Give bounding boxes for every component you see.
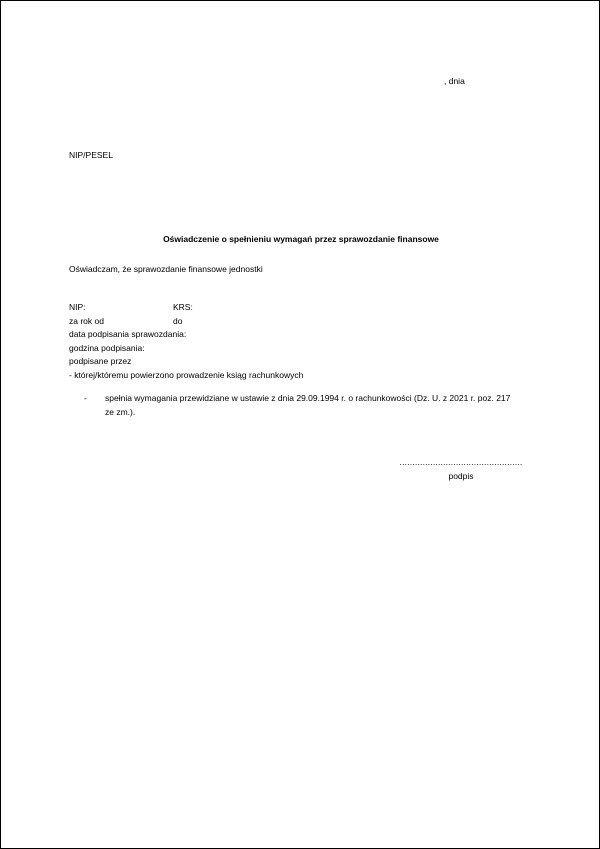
bullet-text: spełnia wymagania przewidziane w ustawie z dnia 29.09.1994 r. o rachunkowości (Dz. U. z 2021 r. poz. 217 ze zm.). <box>105 393 511 417</box>
document-body <box>1 1 600 849</box>
signature-caption: podpis <box>448 471 474 481</box>
period-to-label: do <box>173 315 183 326</box>
document-title: Oświadczenie o spełnieniu wymagań przez sprawozdanie finansowe <box>163 234 439 244</box>
date-line: , dnia <box>444 76 465 86</box>
entity-fields-block <box>69 301 303 382</box>
nip-pesel-label: NIP/PESEL <box>69 150 113 160</box>
signing-time-label: godzina podpisania: <box>69 342 145 353</box>
signing-date-label: data podpisania sprawozdania: <box>69 329 187 339</box>
bookkeeping-label: - której/któremu powierzono prowadzenie ksiąg rachunkowych <box>69 369 304 380</box>
statement-intro: Oświadczam, że sprawozdanie finansowe jednostki <box>69 264 263 274</box>
signature-area <box>391 456 531 483</box>
krs-label: KRS: <box>173 302 193 312</box>
period-row <box>69 315 303 329</box>
signature-line: ................................................ <box>399 457 523 467</box>
period-from-label: za rok od <box>69 315 104 326</box>
nip-krs-row <box>69 301 303 315</box>
bullet-marker: - <box>84 393 87 403</box>
signed-by-label: podpisane przez <box>69 356 132 366</box>
nip-label: NIP: <box>69 302 86 312</box>
